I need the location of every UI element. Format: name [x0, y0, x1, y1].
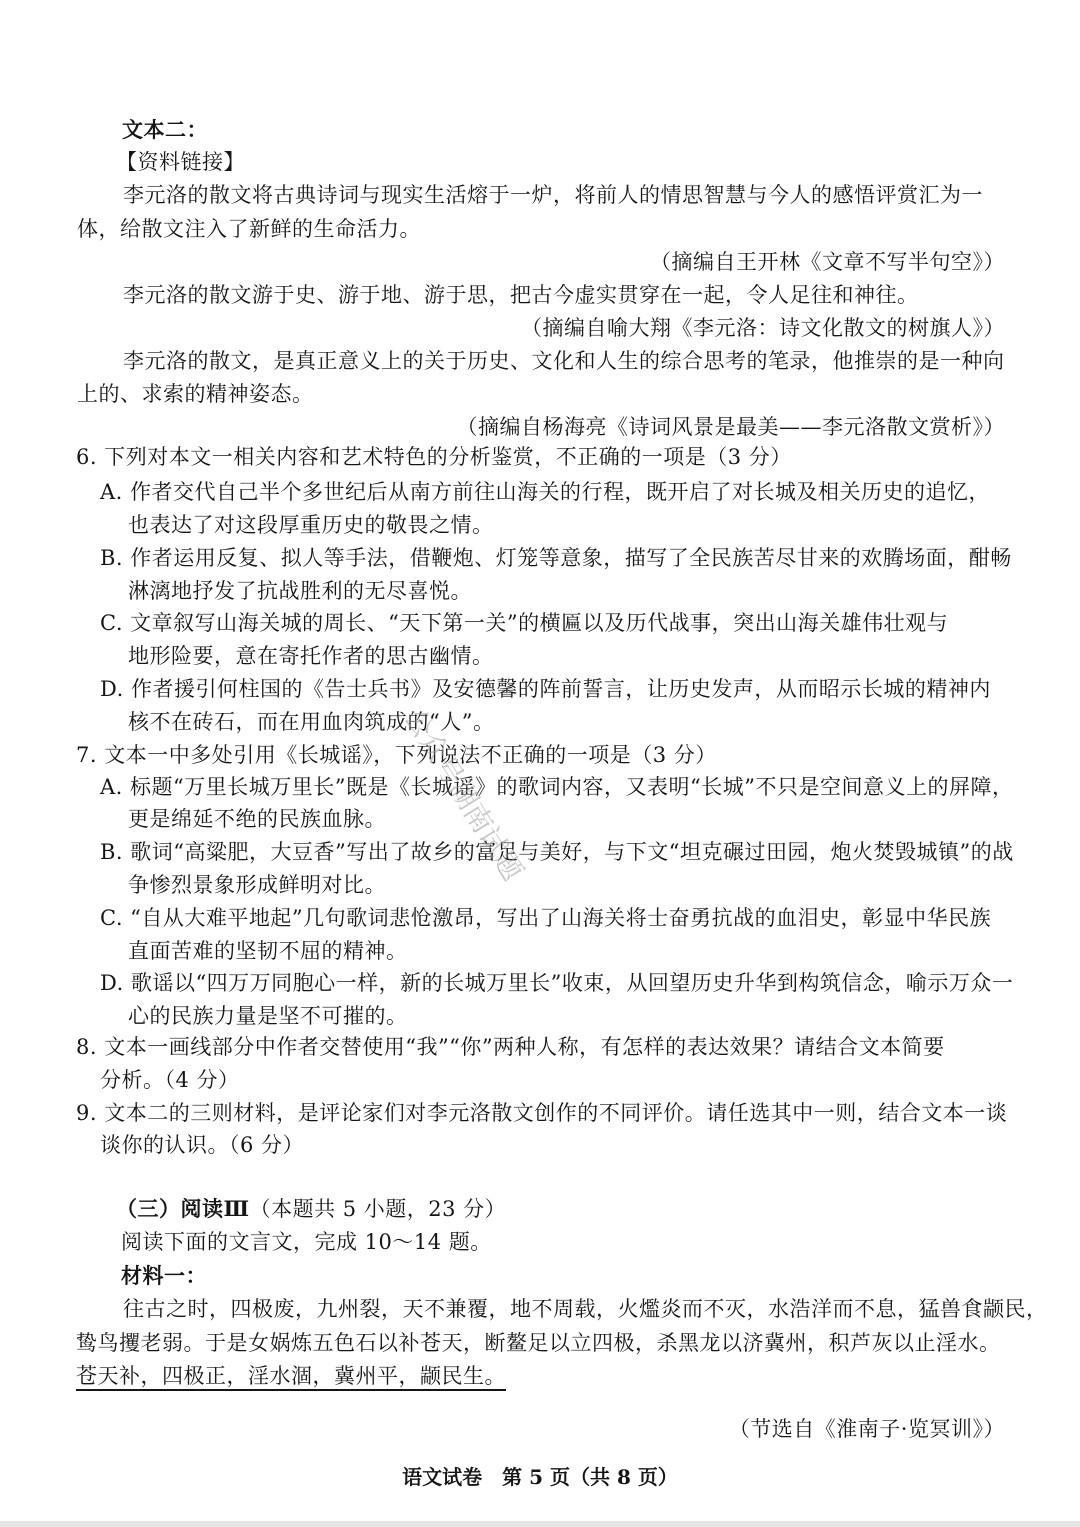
q7-option-a-line1: A. 标题“万里长城万里长”既是《长城谣》的歌词内容，又表明“长城”不只是空间意义上的屏障， [100, 775, 1014, 799]
classical-source: （节选自《淮南子·览冥训》） [728, 1417, 1005, 1441]
material1-line1: 李元洛的散文将古典诗词与现实生活熔于一炉，将前人的情思智慧与今人的感悟评赏汇为一 [123, 183, 983, 207]
q9-line2: 谈你的认识。（6 分） [100, 1133, 305, 1157]
q7-option-a-line2: 更是绵延不绝的民族血脉。 [128, 807, 386, 831]
section3-title-bold: （三）阅读Ⅲ [116, 1196, 250, 1221]
material1-source: （摘编自王开林《文章不写半句空》） [650, 250, 1005, 274]
material1-line2: 体，给散文注入了新鲜的生命活力。 [77, 217, 421, 241]
q6-option-b-line1: B. 作者运用反复、拟人等手法，借鞭炮、灯笼等意象，描写了全民族苦尽甘来的欢腾场面，酣畅 [100, 546, 1012, 570]
q6-option-c-line2: 地形险要，意在寄托作者的思古幽情。 [128, 644, 494, 668]
q7-option-d-line2: 心的民族力量是坚不可摧的。 [128, 1004, 408, 1028]
section3-title [0, 1192, 1080, 1226]
watermark: 公众号湖南试题 [397, 702, 530, 887]
material3-source: （摘编自杨海亮《诗词风景是最美——李元洛散文赏析》） [456, 415, 1005, 439]
section3-instruction: 阅读下面的文言文，完成 10～14 题。 [121, 1230, 492, 1254]
q6-option-a-line2: 也表达了对这段厚重历史的敬畏之情。 [128, 513, 494, 537]
material3-line1: 李元洛的散文，是真正意义上的关于历史、文化和人生的综合思考的笔录，他推崇的是一种向 [123, 349, 1005, 373]
classical-line1: 往古之时，四极废，九州裂，天不兼覆，地不周载，火爁炎而不灭，水浩洋而不息，猛兽食颛民， [123, 1297, 1048, 1321]
classical-line2: 鸷鸟攫老弱。于是女娲炼五色石以补苍天，断鳌足以立四极，杀黑龙以济冀州，积芦灰以止淫水。 [76, 1331, 1001, 1355]
q6-option-d-line1: D. 作者援引何柱国的《告士兵书》及安德馨的阵前誓言，让历史发声，从而昭示长城的精神内 [100, 677, 991, 701]
q8-line2: 分析。（4 分） [100, 1068, 240, 1092]
material-label: 材料一： [121, 1263, 207, 1288]
q8-line1: 8. 文本一画线部分中作者交替使用“我”“你”两种人称，有怎样的表达效果？请结合文本简要 [76, 1035, 945, 1059]
material2-line1: 李元洛的散文游于史、游于地、游于思，把古今虚实贯穿在一起，令人足往和神往。 [123, 283, 919, 307]
classical-line3-underlined [0, 1359, 1080, 1393]
q7-option-c-line2: 直面苦难的坚韧不屈的精神。 [128, 939, 408, 963]
page-bottom-edge [0, 1521, 1080, 1527]
q7-stem: 7. 文本一中多处引用《长城谣》，下列说法不正确的一项是（3 分） [76, 743, 717, 767]
text2-heading: 文本二： [122, 117, 208, 142]
q7-option-c-line1: C. “自从大难平地起”几句歌词悲怆激昂，写出了山海关将士奋勇抗战的血泪史，彰显中华民族 [100, 906, 992, 930]
q7-option-b-line2: 争惨烈景象形成鲜明对比。 [128, 873, 386, 897]
q6-option-d-line2: 核不在砖石，而在用血肉筑成的“人”。 [128, 710, 495, 734]
q6-option-c-line1: C. 文章叙写山海关城的周长、“天下第一关”的横匾以及历代战事，突出山海关雄伟壮观与 [100, 611, 949, 635]
material3-line2: 上的、求索的精神姿态。 [77, 382, 314, 406]
q7-option-b-line1: B. 歌词“高粱肥，大豆香”写出了故乡的富足与美好，与下文“坦克碾过田园，炮火焚毁城镇”的战 [100, 840, 1014, 864]
q6-option-a-line1: A. 作者交代自己半个多世纪后从南方前往山海关的行程，既开启了对长城及相关历史的追忆， [100, 480, 991, 504]
q9-line1: 9. 文本二的三则材料，是评论家们对李元洛散文创作的不同评价。请任选其中一则，结合文本一谈 [76, 1101, 1008, 1125]
section3-title-rest: （本题共 5 小题，23 分） [249, 1197, 507, 1221]
page-footer: 语文试卷 第 5 页（共 8 页） [402, 1465, 678, 1489]
q7-option-d-line1: D. 歌谣以“四万万同胞心一样，新的长城万里长”收束，从回望历史升华到构筑信念，喻示万众一 [100, 971, 1014, 995]
link-label: 【资料链接】 [116, 150, 245, 174]
material2-source: （摘编自喻大翔《李元洛：诗文化散文的树旗人》） [521, 316, 1005, 340]
q6-stem: 6. 下列对本文一相关内容和艺术特色的分析鉴赏，不正确的一项是（3 分） [76, 445, 792, 469]
underlined-passage: 苍天补，四极正，淫水涸，冀州平，颛民生。 [76, 1364, 506, 1388]
q6-option-b-line2: 淋漓地抒发了抗战胜利的无尽喜悦。 [128, 579, 472, 603]
